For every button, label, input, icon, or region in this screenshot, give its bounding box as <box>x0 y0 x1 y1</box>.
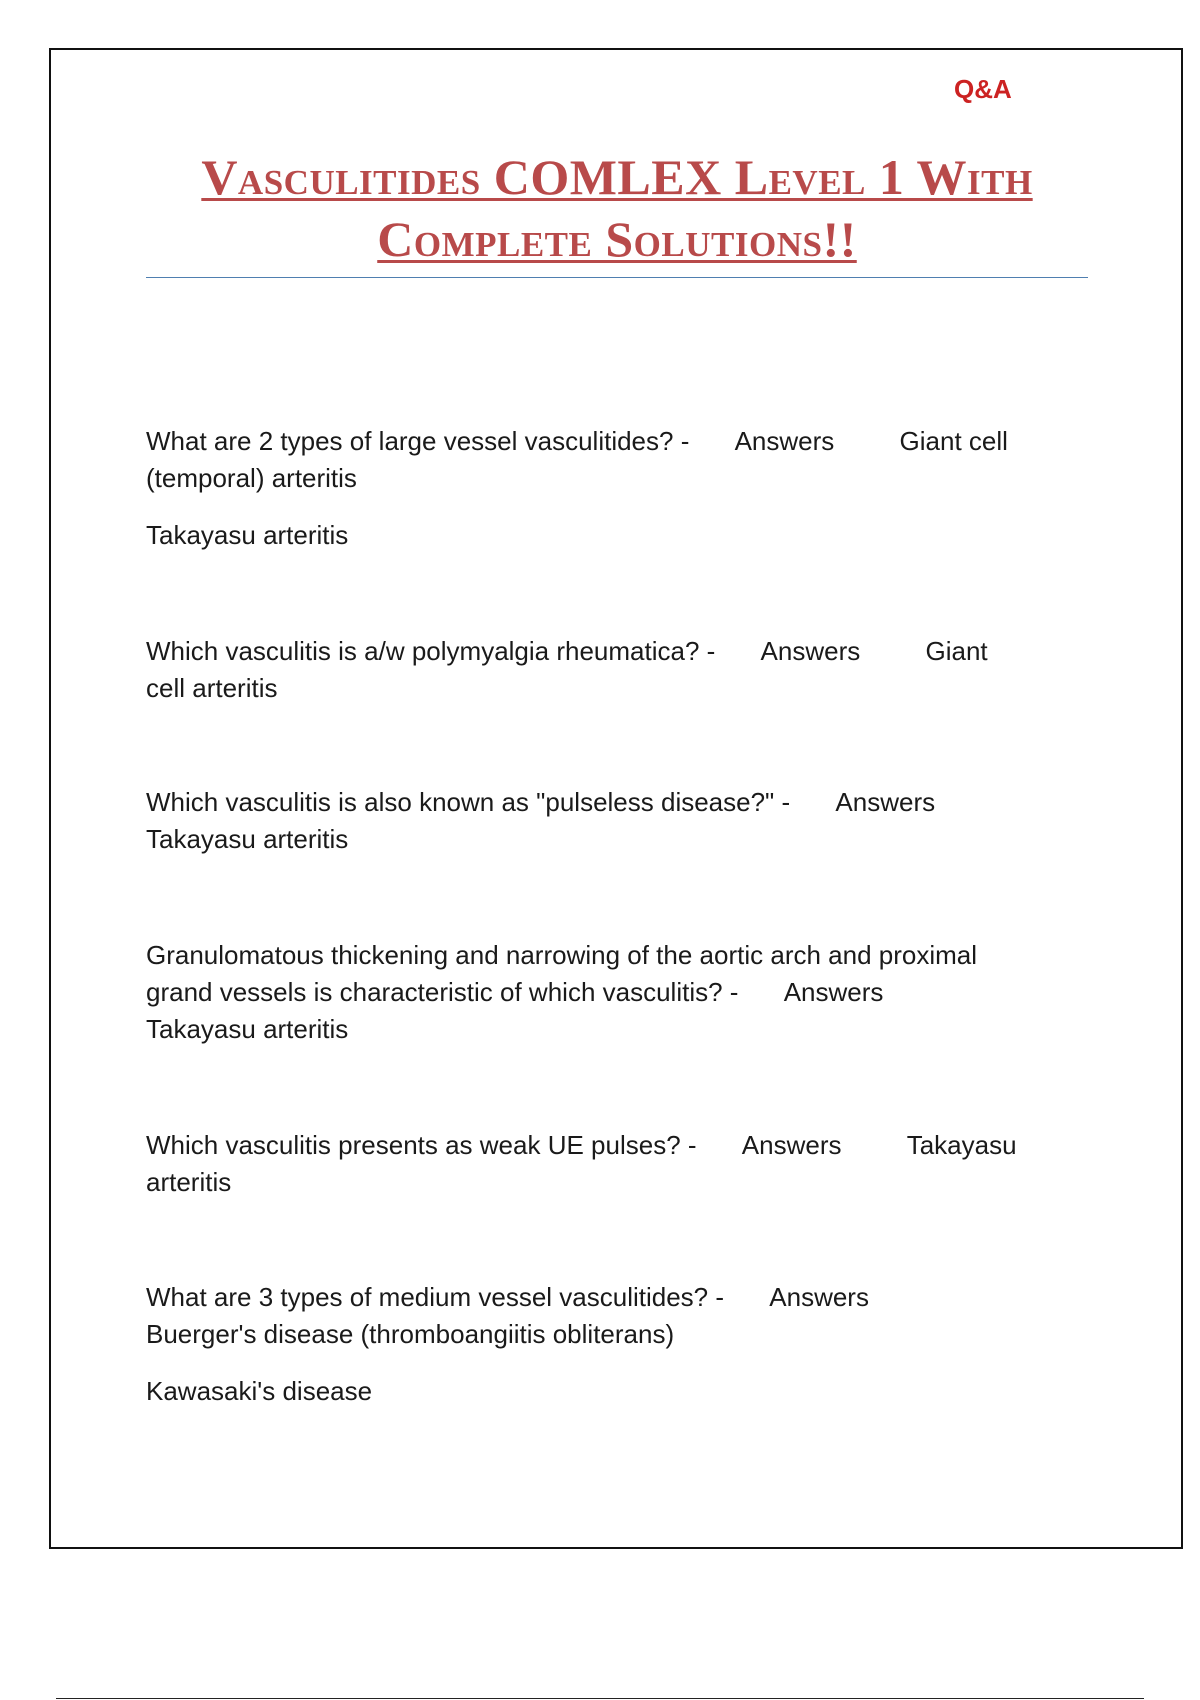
qa-badge: Q&A <box>954 74 1012 104</box>
title-divider <box>146 277 1088 278</box>
answer-label: Answers <box>835 787 936 817</box>
title-line-1: Vasculitides COMLEX Level 1 With <box>201 149 1033 205</box>
qa-item-4-body <box>146 937 1076 1048</box>
answer-label: Answers <box>760 636 861 666</box>
answer-label: Answers <box>783 977 884 1007</box>
answer-text: Buerger's disease (thromboangiitis obliterans) <box>146 1319 675 1349</box>
footer-divider <box>56 1698 1144 1699</box>
qa-item-5-body <box>146 1127 1076 1201</box>
qa-item-3-body <box>146 784 1076 858</box>
question-text-continued: grand vessels is characteristic of which vasculitis? - <box>146 977 739 1007</box>
answer-text-continued: arteritis <box>146 1167 232 1197</box>
answer-text-continued: cell arteritis <box>146 673 278 703</box>
document-title <box>146 146 1088 270</box>
answer-text: Takayasu arteritis <box>146 824 349 854</box>
answer-text: Takayasu arteritis <box>146 1014 349 1044</box>
answer-label: Answers <box>741 1130 842 1160</box>
answer-extra: Takayasu arteritis <box>146 520 349 550</box>
answer-text-continued: (temporal) arteritis <box>146 463 357 493</box>
answer-label: Answers <box>769 1282 869 1312</box>
title-line-2: Complete Solutions!! <box>377 211 857 267</box>
qa-item-2 <box>146 633 1076 707</box>
answer-text: Giant <box>925 636 988 666</box>
answer-text: Giant cell <box>899 426 1008 456</box>
question-text: What are 3 types of medium vessel vasculitides? - <box>146 1282 725 1312</box>
qa-item-3 <box>146 784 1076 858</box>
answer-text: Takayasu <box>906 1130 1017 1160</box>
qa-item-2-body <box>146 633 1076 707</box>
qa-item-4 <box>146 937 1076 1048</box>
question-text: Which vasculitis is a/w polymyalgia rheumatica? - <box>146 636 716 666</box>
answer-extra: Kawasaki's disease <box>146 1376 373 1406</box>
answer-label: Answers <box>734 426 835 456</box>
qa-item-1-body <box>146 423 1076 497</box>
qa-item-1 <box>146 423 1076 554</box>
qa-item-5 <box>146 1127 1076 1201</box>
qa-item-6-body <box>146 1279 1076 1353</box>
question-text: Granulomatous thickening and narrowing of the aortic arch and proximal <box>146 940 978 970</box>
question-text: What are 2 types of large vessel vasculitides? - <box>146 426 690 456</box>
question-text: Which vasculitis is also known as "pulseless disease?" - <box>146 787 791 817</box>
question-text: Which vasculitis presents as weak UE pulses? - <box>146 1130 697 1160</box>
qa-item-6 <box>146 1279 1076 1410</box>
